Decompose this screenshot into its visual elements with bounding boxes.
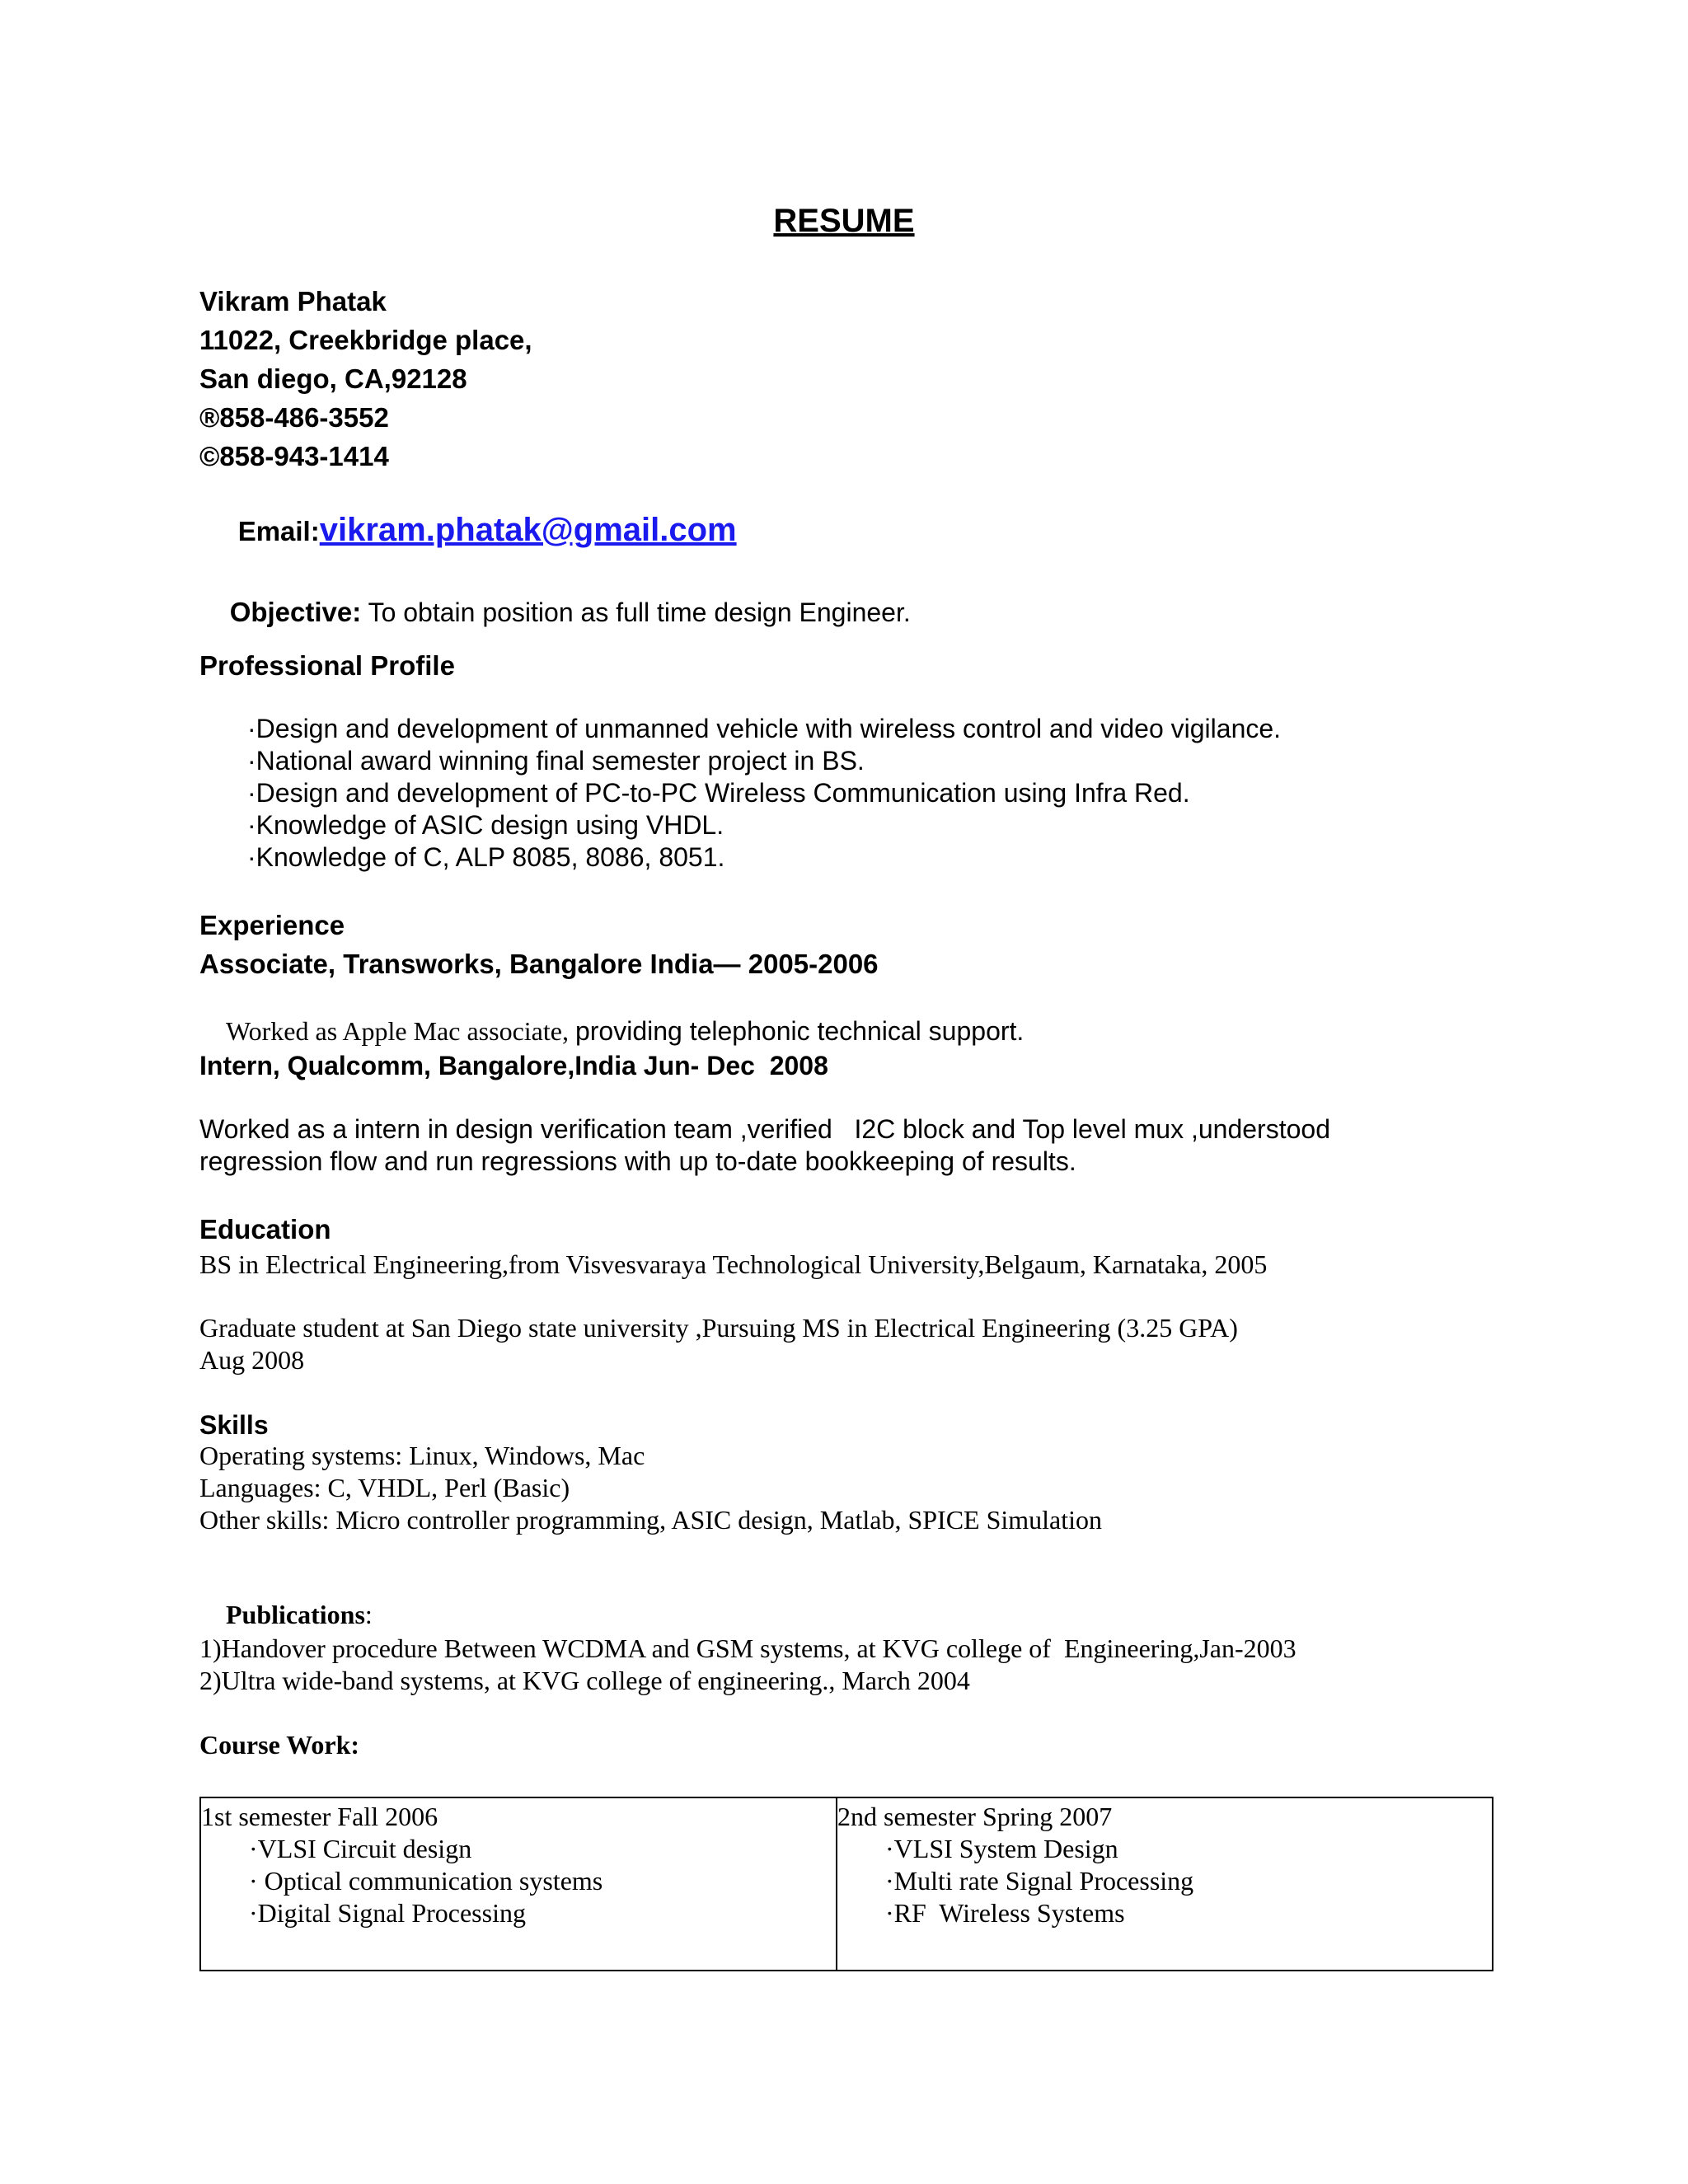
experience-heading: Experience bbox=[199, 910, 345, 940]
publications-colon: : bbox=[364, 1600, 373, 1629]
experience-job2-desc-line2: regression flow and run regressions with up to-date bookkeeping of results. bbox=[199, 1146, 1076, 1176]
publications-heading: Publications bbox=[226, 1600, 365, 1629]
contact-phone-cell: ©858-943-1414 bbox=[199, 441, 389, 471]
semester1-title: 1st semester Fall 2006 bbox=[201, 1802, 438, 1831]
education-line3: Aug 2008 bbox=[199, 1345, 305, 1375]
experience-job1-title: Associate, Transworks, Bangalore India— 2005-2006 bbox=[199, 949, 879, 979]
skills-heading: Skills bbox=[199, 1410, 269, 1440]
job1-desc-part1: Worked as Apple Mac associate, bbox=[226, 1016, 575, 1046]
semester2-course: ·RF Wireless Systems bbox=[885, 1898, 1125, 1928]
publication-item: 1)Handover procedure Between WCDMA and GSM systems, at KVG college of Engineering,Jan-2003 bbox=[199, 1633, 1296, 1663]
publication-item: 2)Ultra wide-band systems, at KVG college of engineering., March 2004 bbox=[199, 1666, 970, 1695]
objective-text: To obtain position as full time design Engineer. bbox=[361, 598, 911, 627]
skills-languages: Languages: C, VHDL, Perl (Basic) bbox=[199, 1473, 570, 1502]
profile-item: ·Knowledge of C, ALP 8085, 8086, 8051. bbox=[247, 842, 725, 872]
objective-label: Objective: bbox=[229, 597, 362, 627]
contact-address-line2: San diego, CA,92128 bbox=[199, 363, 467, 394]
email-label: Email: bbox=[237, 516, 320, 546]
objective-row bbox=[199, 565, 911, 659]
profile-item: ·National award winning final semester project in BS. bbox=[247, 746, 865, 776]
skills-other: Other skills: Micro controller programming, ASIC design, Matlab, SPICE Simulation bbox=[199, 1505, 1103, 1535]
semester1-course: ·VLSI Circuit design bbox=[249, 1834, 472, 1863]
education-line2: Graduate student at San Diego state university ,Pursuing MS in Electrical Engineering (3.25 GPA) bbox=[199, 1313, 1238, 1343]
semester2-course: ·Multi rate Signal Processing bbox=[885, 1866, 1194, 1896]
experience-job2-title: Intern, Qualcomm, Bangalore,India Jun- Dec 2008 bbox=[199, 1051, 828, 1080]
semester1-course: · Optical communication systems bbox=[249, 1866, 603, 1896]
education-line1: BS in Electrical Engineering,from Visvesvaraya Technological University,Belgaum, Karnataka, 2005 bbox=[199, 1249, 1268, 1279]
experience-job2-desc-line1: Worked as a intern in design verification team ,verified I2C block and Top level mux ,understood bbox=[199, 1114, 1330, 1144]
profile-item: ·Design and development of PC-to-PC Wireless Communication using Infra Red. bbox=[247, 778, 1190, 808]
semester1-course: ·Digital Signal Processing bbox=[249, 1898, 526, 1928]
course-work-heading: Course Work: bbox=[199, 1730, 360, 1760]
profile-item: ·Design and development of unmanned vehicle with wireless control and video vigilance. bbox=[247, 714, 1282, 743]
page-title: RESUME bbox=[773, 203, 915, 239]
contact-name: Vikram Phatak bbox=[199, 286, 387, 316]
professional-profile-heading: Professional Profile bbox=[199, 650, 455, 681]
semester2-title: 2nd semester Spring 2007 bbox=[837, 1802, 1113, 1831]
email-link[interactable]: vikram.phatak@gmail.com bbox=[319, 512, 737, 548]
course-work-table bbox=[199, 1797, 1493, 1971]
profile-item: ·Knowledge of ASIC design using VHDL. bbox=[247, 810, 724, 840]
job1-desc-part2: providing telephonic technical support. bbox=[574, 1016, 1025, 1046]
skills-operating-systems: Operating systems: Linux, Windows, Mac bbox=[199, 1441, 645, 1470]
contact-phone-residence: ®858-486-3552 bbox=[199, 402, 389, 433]
education-heading: Education bbox=[199, 1214, 331, 1244]
contact-address-line1: 11022, Creekbridge place, bbox=[199, 325, 532, 355]
semester2-course: ·VLSI System Design bbox=[885, 1834, 1118, 1863]
